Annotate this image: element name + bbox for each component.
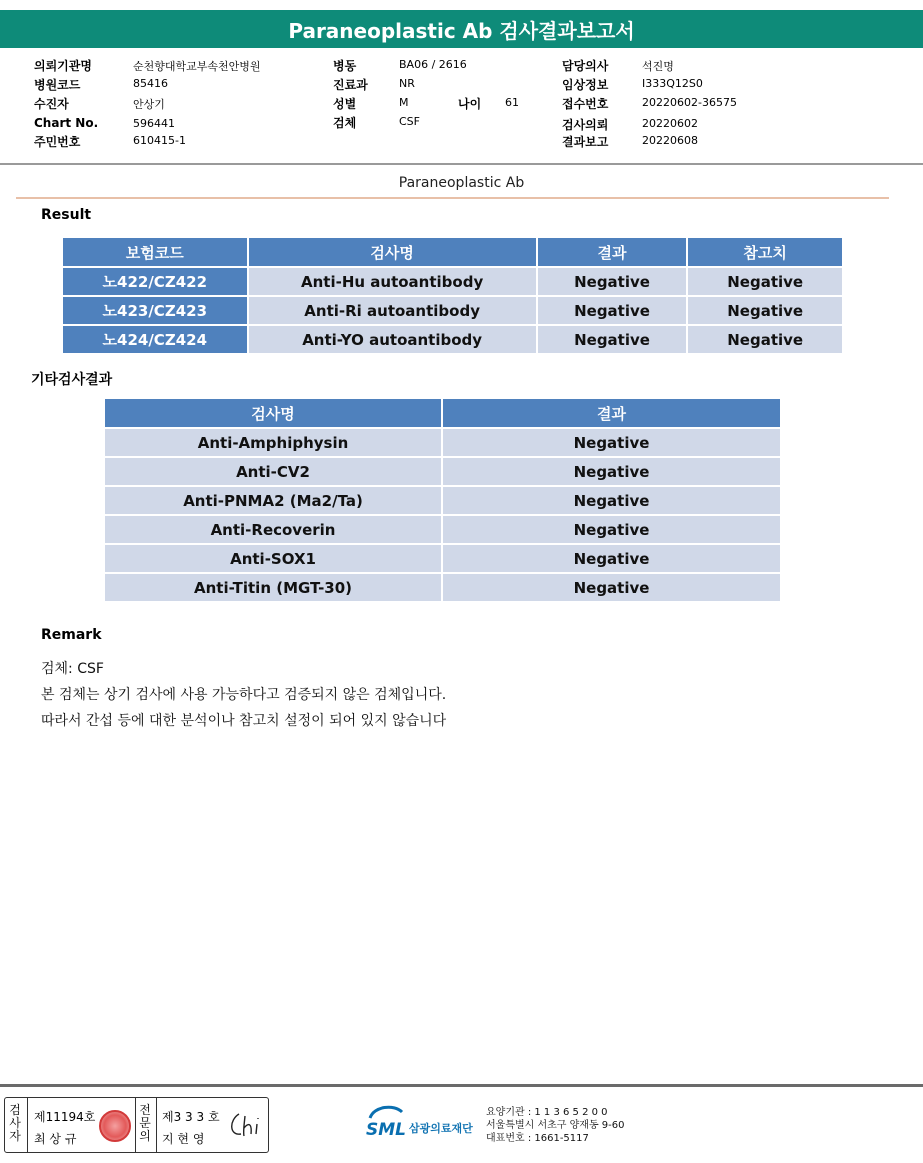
result-cell: Negative [442,486,781,515]
column-header: 검사명 [248,237,537,267]
result-cell: Negative [537,267,688,296]
specialist-license: 제3 3 3 호 [162,1110,220,1124]
info-label: 수진자 [34,97,69,111]
info-value: I333Q12S0 [642,77,703,90]
age-label: 나이 [458,97,482,111]
test-name-cell: Anti-Hu autoantibody [248,267,537,296]
info-value: BA06 / 2616 [399,58,467,71]
test-name-cell: Anti-Recoverin [104,515,442,544]
column-header: 결과 [537,237,688,267]
info-label: 진료과 [333,78,368,92]
info-value: 순천향대학교부속천안병원 [133,60,261,73]
examiner-name: 최 상 규 [34,1132,77,1146]
divider [156,1098,157,1152]
reference-cell: Negative [687,267,843,296]
test-name-cell: Anti-Ri autoantibody [248,296,537,325]
patient-info [0,56,923,166]
divider [16,197,889,199]
info-value: 안상기 [133,98,165,111]
info-label: 접수번호 [562,97,609,111]
seal-stamp [99,1110,131,1142]
org-line: 요양기관 : 1 1 3 6 5 2 0 0 [486,1107,608,1118]
other-results-table [103,397,782,603]
result-cell: Negative [442,573,781,602]
table-row [62,325,843,354]
result-cell: Negative [442,457,781,486]
table-row [104,544,781,573]
info-value: 20220602-36575 [642,96,737,109]
table-row [104,486,781,515]
table-row [104,573,781,602]
specialist-label: 전문의 [139,1103,151,1143]
remark-line: 검체: CSF [41,661,104,677]
column-header: 참고치 [687,237,843,267]
table-row [104,457,781,486]
info-label: 검체 [333,116,357,130]
result-cell: Negative [442,428,781,457]
other-results-heading: 기타검사결과 [31,372,113,388]
info-label: 임상정보 [562,78,609,92]
remark-heading: Remark [41,627,102,643]
info-label: 담당의사 [562,59,609,73]
table-header-row [104,398,781,428]
org-line: 대표번호 : 1661-5117 [486,1133,589,1144]
divider [135,1098,136,1152]
info-value: M [399,96,409,109]
remark-line: 본 검체는 상기 검사에 사용 가능하다고 검증되지 않은 검체입니다. [41,687,447,703]
test-name-cell: Anti-Titin (MGT-30) [104,573,442,602]
result-cell: Negative [537,296,688,325]
result-cell: Negative [537,325,688,354]
table-row [62,296,843,325]
remark-line: 따라서 간섭 등에 대한 분석이나 참고치 설정이 되어 있지 않습니다 [41,713,447,729]
table-row [62,267,843,296]
info-value: 596441 [133,117,175,130]
org-name: 삼광의료재단 [409,1122,473,1135]
org-line: 서울특별시 서초구 양재동 9-60 [486,1120,625,1131]
column-header: 결과 [442,398,781,428]
result-cell: Negative [442,544,781,573]
result-heading: Result [41,207,92,223]
insurance-code-cell: 노422/CZ422 [62,267,248,296]
test-name-cell: Anti-CV2 [104,457,442,486]
info-value: 석진명 [642,60,674,73]
sml-logo-icon [366,1104,406,1120]
test-name-cell: Anti-PNMA2 (Ma2/Ta) [104,486,442,515]
insurance-code-cell: 노423/CZ423 [62,296,248,325]
info-value: CSF [399,115,420,128]
test-name-cell: Anti-Amphiphysin [104,428,442,457]
info-value: NR [399,77,415,90]
age-value: 61 [505,96,519,109]
test-name-cell: Anti-SOX1 [104,544,442,573]
reference-cell: Negative [687,325,843,354]
remark-body [41,656,446,734]
info-label: 병동 [333,59,357,73]
info-value: 85416 [133,77,168,90]
info-label: 결과보고 [562,135,609,149]
result-cell: Negative [442,515,781,544]
test-name-cell: Anti-YO autoantibody [248,325,537,354]
info-label: 주민번호 [34,135,81,149]
table-row [104,515,781,544]
insurance-code-cell: 노424/CZ424 [62,325,248,354]
org-info [486,1106,625,1145]
info-value: 610415-1 [133,134,186,147]
info-value: 20220602 [642,117,698,130]
section-title: Paraneoplastic Ab [398,175,525,191]
reference-cell: Negative [687,296,843,325]
report-title: Paraneoplastic Ab 검사결과보고서 [0,10,923,48]
column-header: 보험코드 [62,237,248,267]
signature-icon [225,1106,267,1144]
table-row [104,428,781,457]
specialist-name: 지 현 영 [162,1132,205,1146]
signature-box [4,1097,269,1153]
examiner-license: 제11194호 [34,1110,96,1124]
info-label: 검사의뢰 [562,118,609,132]
column-header: 검사명 [104,398,442,428]
info-label: Chart No. [34,116,99,130]
table-header-row [62,237,843,267]
info-label: 병원코드 [34,78,81,92]
result-table [61,236,844,355]
divider [27,1098,28,1152]
divider [0,163,923,165]
info-value: 20220608 [642,134,698,147]
sml-logo-text: SML [366,1120,406,1140]
info-label: 의뢰기관명 [34,59,92,73]
footer-divider [0,1084,923,1087]
examiner-label: 검사자 [9,1103,21,1143]
info-label: 성별 [333,97,357,111]
